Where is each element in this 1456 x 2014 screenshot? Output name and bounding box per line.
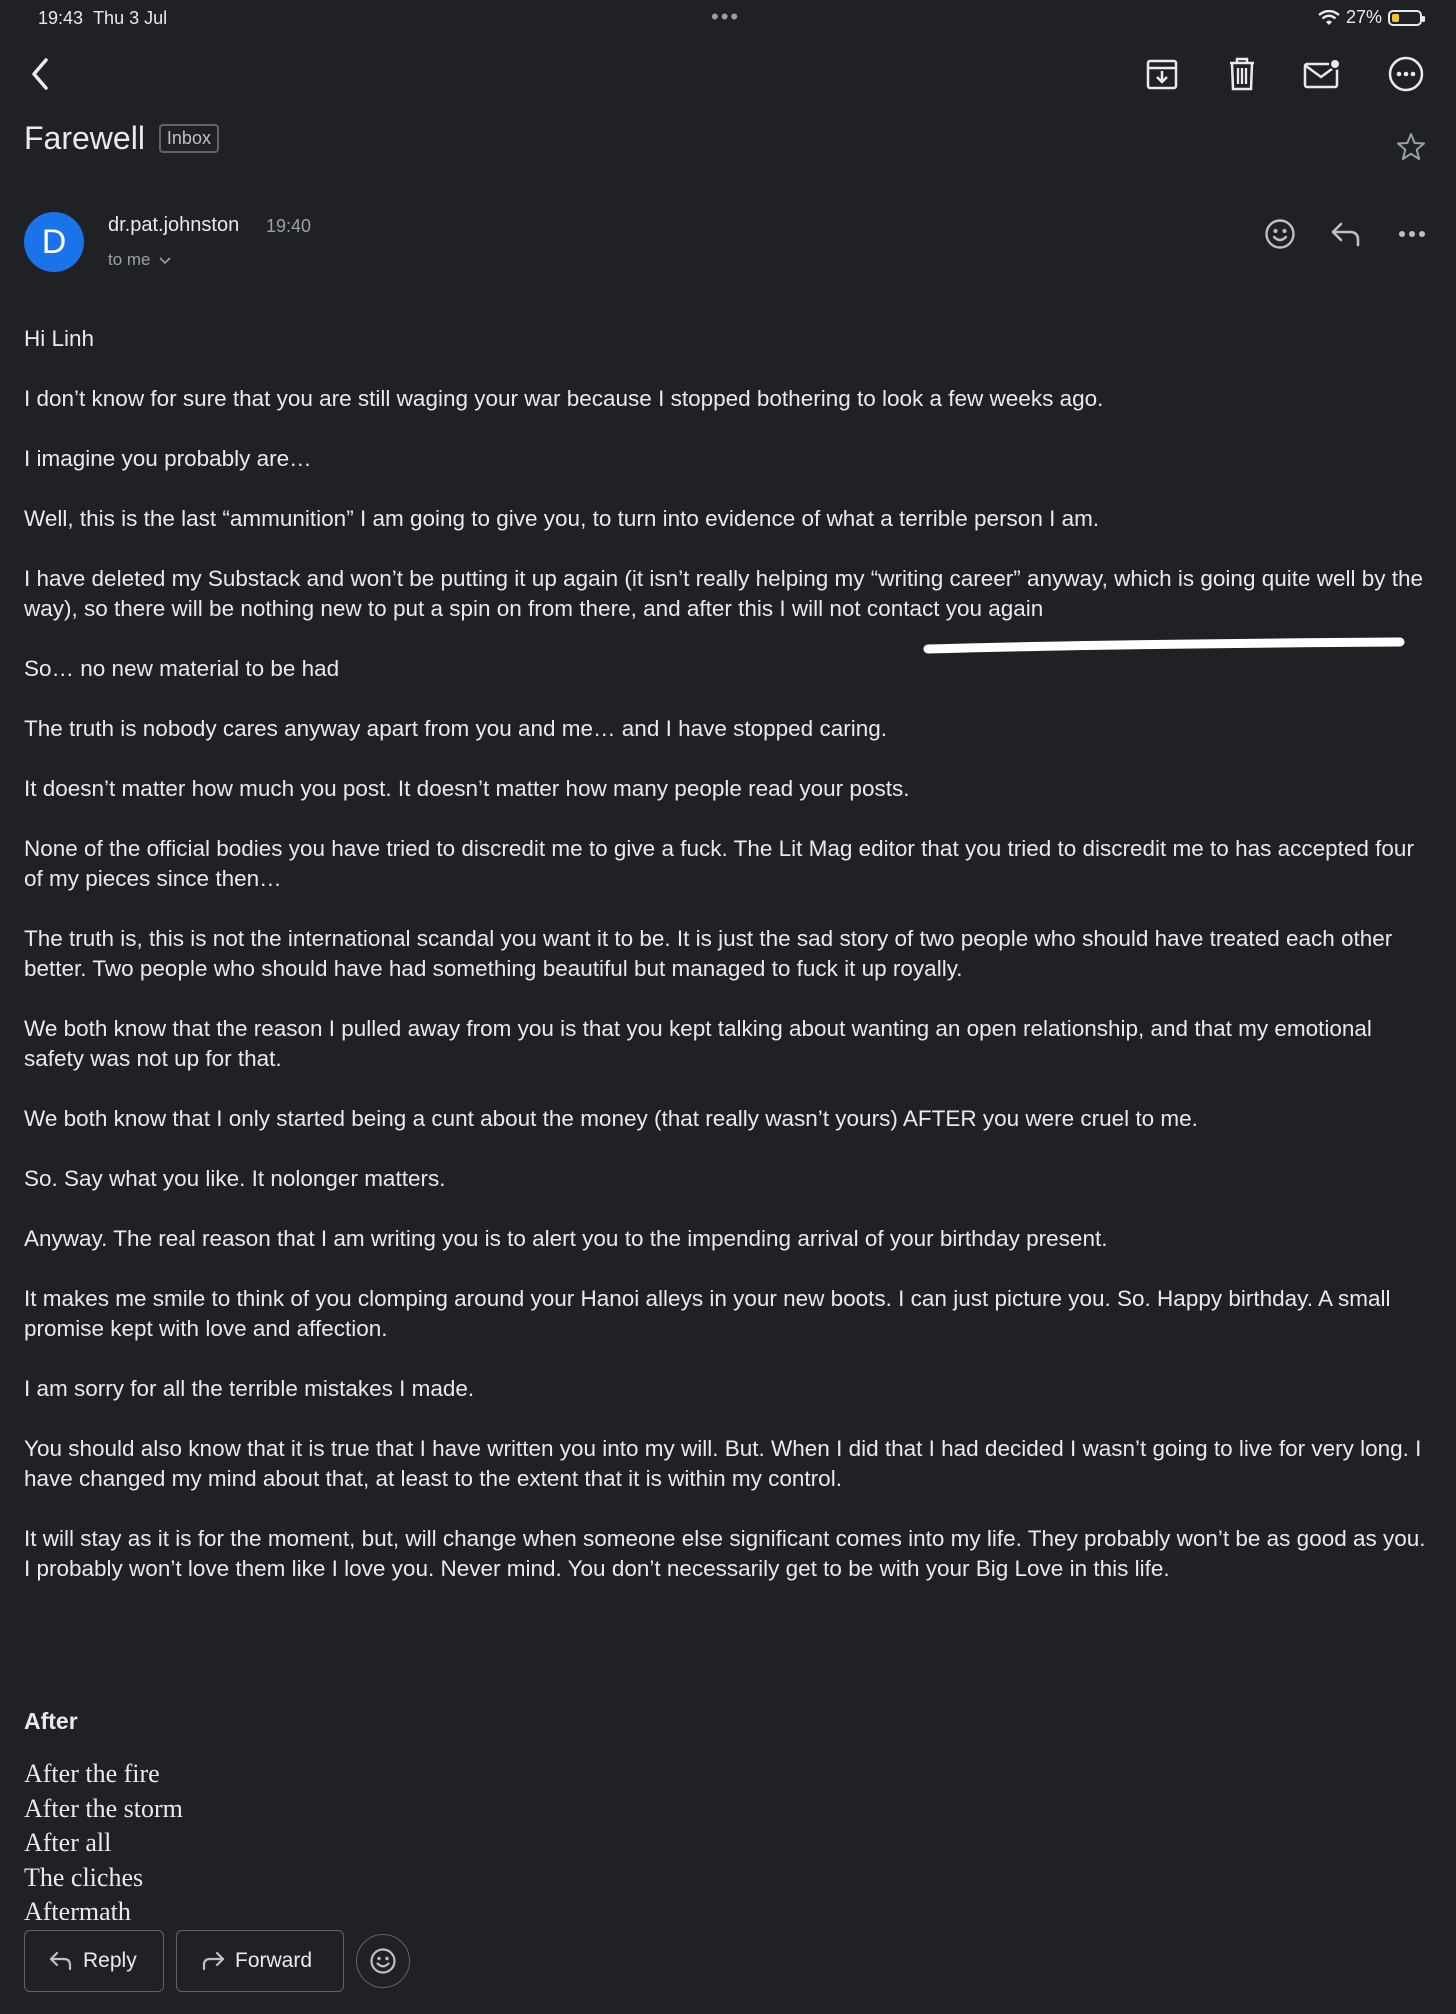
recipient-label: to me	[108, 250, 151, 269]
status-right	[1318, 7, 1422, 28]
chevron-left-icon	[30, 58, 50, 90]
status-time: 19:43 Thu 3 Jul	[38, 8, 168, 28]
sender-header	[24, 212, 1434, 282]
body-paragraph: So… no new material to be had	[24, 656, 340, 681]
battery-icon	[1388, 10, 1422, 26]
battery-percent: 27%	[1345, 7, 1382, 27]
wifi-icon	[1318, 10, 1340, 26]
message-body	[24, 324, 1434, 1614]
body-paragraph: Well, this is the last “ammunition” I am going to give you, to turn into evidence of what a terrible person I am.	[24, 506, 1100, 531]
body-paragraph: Hi Linh	[24, 326, 95, 351]
avatar[interactable]: D	[24, 212, 84, 272]
forward-button[interactable]	[176, 1930, 344, 1992]
archive-button[interactable]	[1140, 52, 1184, 96]
reply-icon	[49, 1951, 73, 1971]
bottom-actions	[24, 1930, 410, 1992]
archive-icon	[1146, 58, 1178, 90]
poem-line: The cliches	[24, 1862, 144, 1892]
body-paragraph: I imagine you probably are…	[24, 446, 312, 471]
body-paragraph: We both know that the reason I pulled away from you is that you kept talking about wanting an open relationship, and that my emotional safety was not up for that.	[24, 1016, 1372, 1071]
handwritten-underline	[922, 634, 1407, 656]
body-paragraph: It makes me smile to think of you clomping around your Hanoi alleys in your new boots. I can just picture you. So. Happy birthday. A small promise kept with love and affection.	[24, 1286, 1391, 1341]
toolbar	[0, 48, 1456, 98]
body-paragraph: It will stay as it is for the moment, but, will change when someone else significant comes into my life. They probably won’t be as good as you. I probably won’t love them like I love you. Never mind. You don’t necessarily get to be with your Big Love in this life.	[24, 1526, 1426, 1581]
poem-line: After the fire	[24, 1759, 160, 1788]
body-paragraph: Anyway. The real reason that I am writing you is to alert you to the impending arrival of your birthday present.	[24, 1226, 1108, 1251]
recipient-toggle[interactable]	[108, 250, 171, 270]
battery-level	[1392, 14, 1399, 22]
message-more-button[interactable]	[1390, 212, 1434, 256]
react-button[interactable]	[1258, 212, 1302, 256]
sent-time: 19:40	[266, 216, 312, 236]
emoji-icon	[369, 1947, 397, 1975]
sender-name[interactable]: dr.pat.johnston	[108, 214, 240, 236]
subject-row	[24, 120, 219, 157]
mark-unread-icon	[1303, 58, 1341, 90]
body-paragraph: It doesn’t matter how much you post. It doesn’t matter how many people read your posts.	[24, 776, 910, 801]
emoji-react-button[interactable]	[356, 1934, 410, 1988]
body-paragraph: The truth is, this is not the international scandal you want it to be. It is just the sad story of two people who should have treated each other better. Two people who should have had something beautiful but managed to fuck it up royally.	[24, 926, 1393, 981]
body-paragraph: We both know that I only started being a cunt about the money (that really wasn’t yours) AFTER you were cruel to me.	[24, 1106, 1198, 1131]
more-options-button[interactable]	[1384, 52, 1428, 96]
body-paragraph: So. Say what you like. It nolonger matters.	[24, 1166, 446, 1191]
inbox-label[interactable]: Inbox	[159, 124, 219, 153]
chevron-down-icon	[159, 257, 171, 265]
back-button[interactable]	[18, 52, 62, 96]
more-horizontal-icon	[1398, 230, 1426, 238]
star-button[interactable]	[1396, 132, 1426, 167]
body-paragraph: You should also know that it is true that I have written you into my will. But. When I did that I had decided I wasn’t going to live for very long. I have changed my mind about that, at least to the extent that it is within my control.	[24, 1436, 1422, 1491]
body-paragraph: I am sorry for all the terrible mistakes I made.	[24, 1376, 475, 1401]
email-subject: Farewell	[24, 120, 145, 156]
mark-unread-button[interactable]	[1300, 52, 1344, 96]
message-actions	[1258, 212, 1434, 256]
forward-icon	[201, 1951, 225, 1971]
reply-icon-button[interactable]	[1324, 212, 1368, 256]
poem-block	[24, 1757, 183, 1920]
star-icon	[1396, 132, 1426, 162]
multitask-dots[interactable]: •••	[711, 4, 741, 29]
body-paragraph: I have deleted my Substack and won’t be putting it up again (it isn’t really helping my “writing career” anyway, which is going quite well by the way), so there will be nothing new to put a spin on from there, and after this I will not contact you again	[24, 566, 1424, 621]
reply-label: Reply	[83, 1949, 137, 1972]
body-paragraph: The truth is nobody cares anyway apart from you and me… and I have stopped caring.	[24, 716, 887, 741]
delete-button[interactable]	[1220, 52, 1264, 96]
status-bar	[0, 0, 1456, 36]
more-circle-icon	[1388, 56, 1424, 92]
poem-title: After	[24, 1708, 78, 1734]
poem-line: Aftermath	[24, 1897, 131, 1920]
poem-line: After all	[24, 1828, 112, 1857]
body-paragraph: I don’t know for sure that you are still waging your war because I stopped bothering to look a few weeks ago.	[24, 386, 1104, 411]
body-paragraph: None of the official bodies you have tried to discredit me to give a fuck. The Lit Mag editor that you tried to discredit me to has accepted four of my pieces since then…	[24, 836, 1414, 891]
poem-line: After the storm	[24, 1793, 183, 1823]
forward-label: Forward	[235, 1949, 313, 1972]
trash-icon	[1228, 57, 1256, 91]
reply-icon	[1330, 221, 1362, 247]
reply-button[interactable]	[24, 1930, 164, 1992]
emoji-icon	[1264, 218, 1296, 250]
